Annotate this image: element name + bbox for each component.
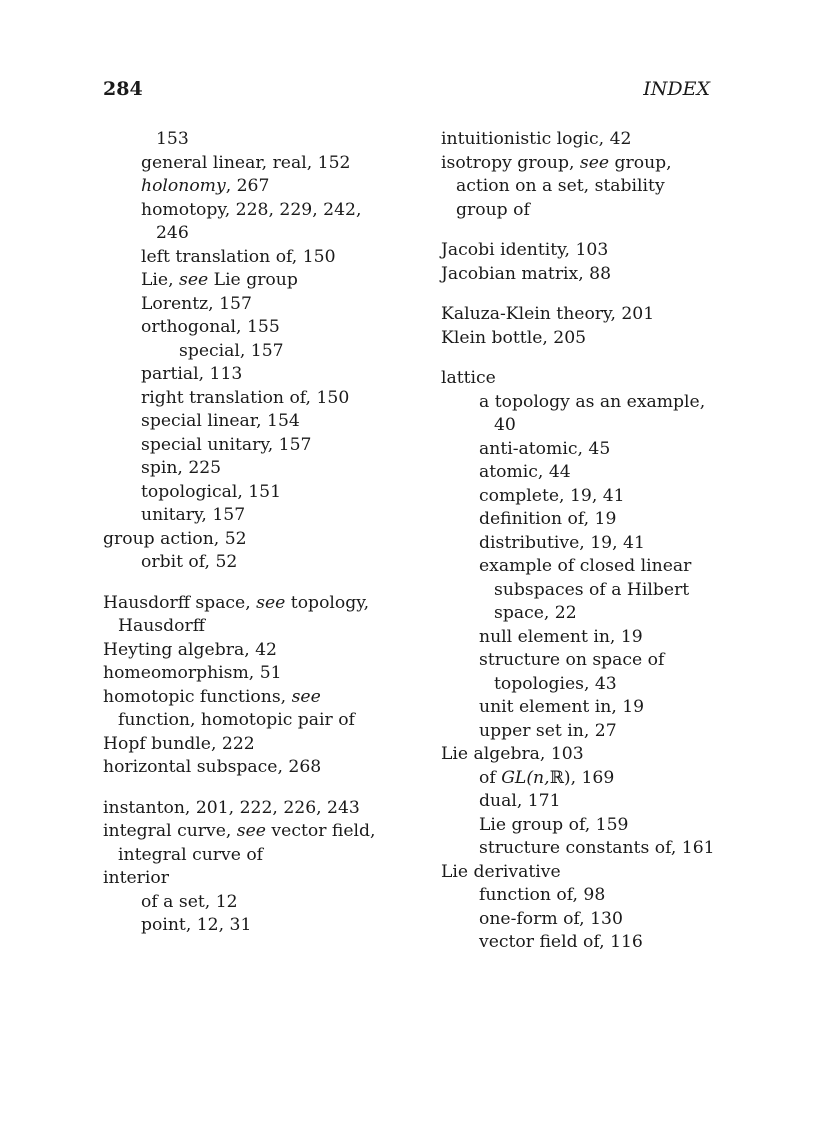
index-entry: action on a set, stability bbox=[456, 176, 665, 196]
index-entry: group action, 52 bbox=[103, 528, 247, 549]
index-entry: a topology as an example, bbox=[479, 391, 706, 412]
see-reference: see bbox=[256, 592, 286, 613]
entry-group-gap bbox=[441, 350, 731, 367]
index-entry: general linear, real, 152 bbox=[141, 152, 351, 173]
see-reference: see bbox=[236, 821, 266, 841]
page-number: 284 bbox=[103, 78, 143, 100]
index-entry: function of, 98 bbox=[479, 885, 606, 905]
index-entry: horizontal subspace, 268 bbox=[103, 757, 322, 777]
index-entry: anti-atomic, 45 bbox=[479, 438, 611, 459]
index-entry bbox=[103, 592, 403, 616]
index-entry bbox=[103, 686, 403, 710]
entry-text: integral curve, bbox=[103, 821, 237, 841]
index-entry: one-form of, 130 bbox=[479, 908, 623, 929]
index-entry: example of closed linear bbox=[479, 556, 692, 576]
entry-text: homotopic functions, bbox=[103, 686, 292, 707]
index-entry: space, 22 bbox=[494, 603, 577, 623]
entry-text: ℝ), 169 bbox=[549, 767, 615, 788]
index-entry: structure constants of, 161 bbox=[479, 838, 715, 858]
index-entry: function, homotopic pair of bbox=[118, 710, 355, 730]
index-entry: orthogonal, 155 bbox=[141, 317, 280, 337]
index-entry: special, 157 bbox=[179, 340, 284, 361]
index-entry: Lie algebra, 103 bbox=[441, 744, 584, 764]
index-entry: Jacobian matrix, 88 bbox=[441, 263, 612, 284]
index-entry: left translation of, 150 bbox=[141, 246, 336, 267]
index-entry: null element in, 19 bbox=[479, 626, 643, 647]
index-entry: vector field of, 116 bbox=[479, 932, 643, 952]
index-entry: unit element in, 19 bbox=[479, 697, 645, 717]
entry-text: topology, bbox=[285, 592, 370, 613]
index-entry: distributive, 19, 41 bbox=[479, 532, 645, 553]
running-head: INDEX bbox=[643, 78, 710, 100]
index-entry: Lie group of, 159 bbox=[479, 814, 629, 835]
index-column-right bbox=[441, 128, 731, 955]
index-column-left bbox=[103, 128, 403, 938]
entry-text: of bbox=[479, 767, 502, 788]
entry-italic: holonomy bbox=[141, 176, 226, 196]
entry-text: group, bbox=[609, 152, 672, 173]
index-entry: integral curve of bbox=[118, 844, 264, 865]
index-entry: upper set in, 27 bbox=[479, 720, 617, 741]
index-entry: point, 12, 31 bbox=[141, 915, 252, 935]
index-entry: atomic, 44 bbox=[479, 462, 571, 482]
index-entry: Lorentz, 157 bbox=[141, 293, 252, 314]
entry-group-gap bbox=[441, 286, 731, 303]
index-entry: topological, 151 bbox=[141, 481, 282, 502]
index-entry bbox=[103, 269, 403, 293]
index-entry: Kaluza-Klein theory, 201 bbox=[441, 304, 655, 324]
entry-group-gap bbox=[103, 575, 403, 592]
see-reference: see bbox=[179, 270, 209, 290]
index-entry: topologies, 43 bbox=[494, 673, 617, 694]
index-entry: dual, 171 bbox=[479, 791, 561, 811]
index-entry: definition of, 19 bbox=[479, 509, 617, 529]
index-entry: homeomorphism, 51 bbox=[103, 663, 282, 683]
entry-group-gap bbox=[103, 780, 403, 797]
index-entry: Hausdorff bbox=[118, 616, 205, 636]
entry-text: vector field, bbox=[265, 821, 376, 841]
index-entry: structure on space of bbox=[479, 650, 665, 670]
index-entry: instanton, 201, 222, 226, 243 bbox=[103, 797, 360, 818]
entry-text: Hausdorff space, bbox=[103, 592, 257, 613]
index-entry: 246 bbox=[156, 223, 189, 243]
entry-text: , 267 bbox=[225, 176, 270, 196]
index-entry: orbit of, 52 bbox=[141, 552, 238, 572]
index-entry: Heyting algebra, 42 bbox=[103, 639, 277, 660]
index-entry bbox=[441, 767, 731, 791]
index-entry: intuitionistic logic, 42 bbox=[441, 129, 632, 149]
index-entry: 40 bbox=[494, 415, 516, 435]
index-entry: Jacobi identity, 103 bbox=[441, 240, 609, 260]
index-entry: partial, 113 bbox=[141, 364, 243, 384]
index-entry: Lie derivative bbox=[441, 861, 561, 882]
index-entry: lattice bbox=[441, 368, 496, 388]
index-entry bbox=[441, 152, 731, 176]
index-entry: of a set, 12 bbox=[141, 891, 238, 912]
index-entry: Hopf bundle, 222 bbox=[103, 733, 255, 754]
index-entry: unitary, 157 bbox=[141, 505, 246, 525]
index-entry: interior bbox=[103, 868, 169, 888]
index-entry: 153 bbox=[156, 129, 189, 149]
index-entry: group of bbox=[456, 199, 530, 220]
entry-text: Lie group bbox=[208, 270, 298, 290]
index-entry: homotopy, 228, 229, 242, bbox=[141, 199, 362, 220]
entry-group-gap bbox=[441, 222, 731, 239]
see-reference: see bbox=[579, 152, 610, 173]
see-reference: see bbox=[291, 686, 321, 707]
see-reference: GL(n, bbox=[501, 767, 550, 788]
index-entry: special linear, 154 bbox=[141, 411, 300, 431]
index-entry bbox=[103, 175, 403, 199]
index-entry bbox=[103, 820, 403, 844]
index-entry: Klein bottle, 205 bbox=[441, 327, 587, 348]
index-entry: spin, 225 bbox=[141, 458, 222, 478]
entry-text: isotropy group, bbox=[441, 152, 580, 173]
index-entry: right translation of, 150 bbox=[141, 387, 350, 408]
index-entry: subspaces of a Hilbert bbox=[494, 579, 690, 600]
entry-text: Lie, bbox=[141, 270, 180, 290]
index-entry: complete, 19, 41 bbox=[479, 485, 625, 506]
index-entry: special unitary, 157 bbox=[141, 434, 312, 455]
